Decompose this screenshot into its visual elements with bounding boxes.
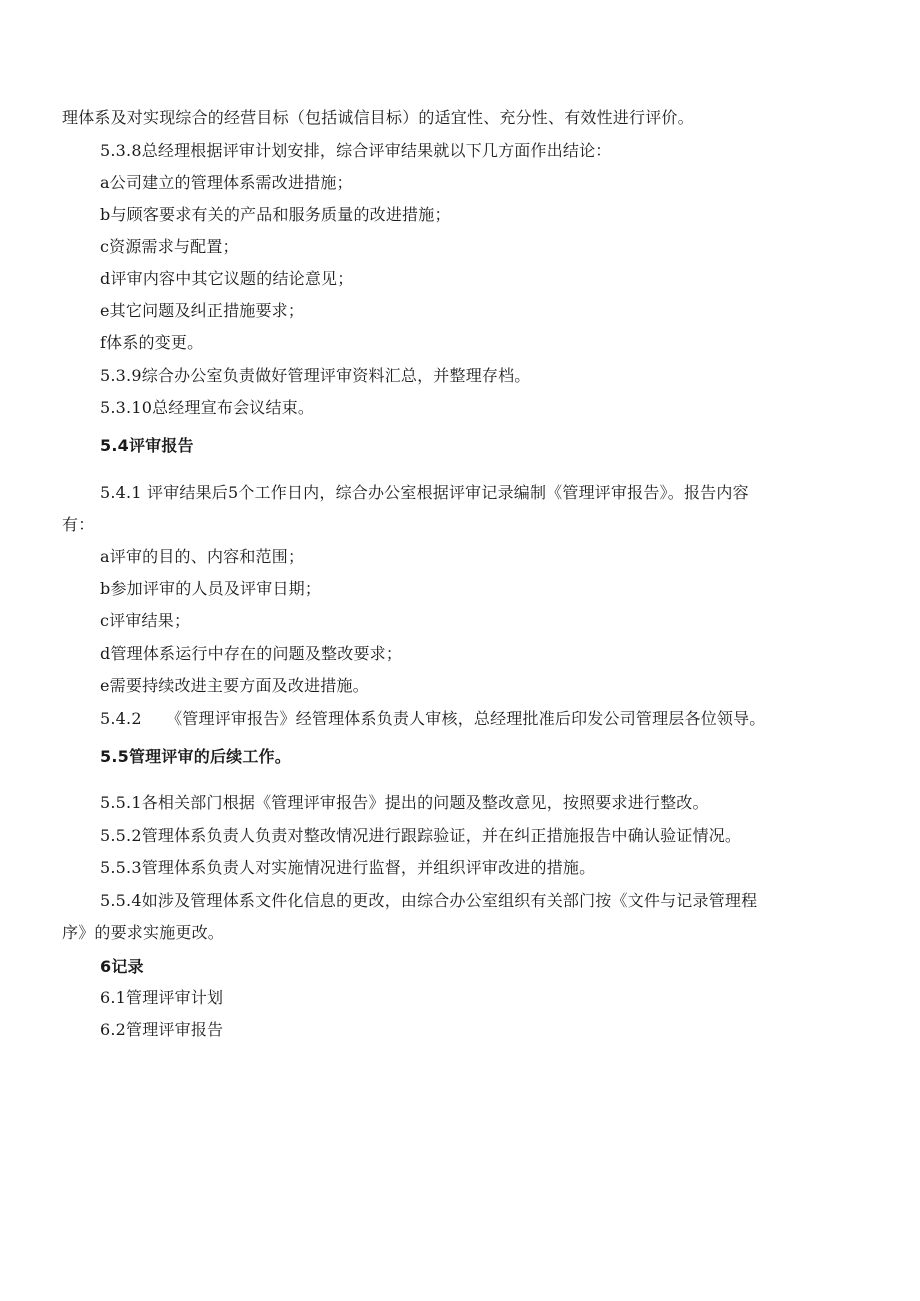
clause-5-4-2: 5.4.2 《管理评审报告》经管理体系负责人审核，总经理批准后印发公司管理层各位领导。 bbox=[100, 709, 766, 728]
record-item-6-1: 6.1管理评审计划 bbox=[100, 988, 224, 1007]
list-item-a: a公司建立的管理体系需改进措施； bbox=[100, 173, 353, 192]
section-heading-5-4: 5.4评审报告 bbox=[100, 436, 194, 455]
list-item-c: c资源需求与配置； bbox=[100, 237, 239, 256]
clause-5-3-8: 5.3.8总经理根据评审计划安排，综合评审结果就以下几方面作出结论： bbox=[100, 141, 612, 160]
record-item-6-2: 6.2管理评审报告 bbox=[100, 1020, 224, 1039]
clause-5-5-4: 5.5.4如涉及管理体系文件化信息的更改，由综合办公室组织有关部门按《文件与记录管理程 bbox=[100, 891, 758, 910]
clause-5-4-1: 5.4.1 评审结果后5个工作日内，综合办公室根据评审记录编制《管理评审报告》。报告内容 bbox=[100, 483, 749, 502]
clause-5-3-9: 5.3.9综合办公室负责做好管理评审资料汇总，并整理存档。 bbox=[100, 366, 531, 385]
paragraph-line: 有： bbox=[62, 515, 95, 534]
paragraph-line: 序》的要求实施更改。 bbox=[62, 923, 225, 942]
clause-5-3-10: 5.3.10总经理宣布会议结束。 bbox=[100, 398, 315, 417]
list-item-a: a评审的目的、内容和范围； bbox=[100, 547, 305, 566]
list-item-e: e需要持续改进主要方面及改进措施。 bbox=[100, 676, 369, 695]
list-item-d: d评审内容中其它议题的结论意见； bbox=[100, 269, 354, 288]
section-heading-6: 6记录 bbox=[100, 957, 144, 976]
list-item-c: c评审结果； bbox=[100, 611, 191, 630]
section-heading-5-5: 5.5管理评审的后续工作。 bbox=[100, 747, 291, 766]
list-item-e: e其它问题及纠正措施要求； bbox=[100, 301, 305, 320]
clause-5-5-1: 5.5.1各相关部门根据《管理评审报告》提出的问题及整改意见，按照要求进行整改。 bbox=[100, 793, 709, 812]
list-item-b: b与顾客要求有关的产品和服务质量的改进措施； bbox=[100, 205, 451, 224]
clause-5-5-2: 5.5.2管理体系负责人负责对整改情况进行跟踪验证，并在纠正措施报告中确认验证情况。 bbox=[100, 826, 742, 845]
list-item-b: b参加评审的人员及评审日期； bbox=[100, 579, 322, 598]
paragraph-line: 理体系及对实现综合的经营目标（包括诚信目标）的适宜性、充分性、有效性进行评价。 bbox=[62, 108, 694, 127]
clause-5-5-3: 5.5.3管理体系负责人对实施情况进行监督，并组织评审改进的措施。 bbox=[100, 858, 596, 877]
list-item-f: f体系的变更。 bbox=[100, 333, 204, 352]
list-item-d: d管理体系运行中存在的问题及整改要求； bbox=[100, 644, 403, 663]
